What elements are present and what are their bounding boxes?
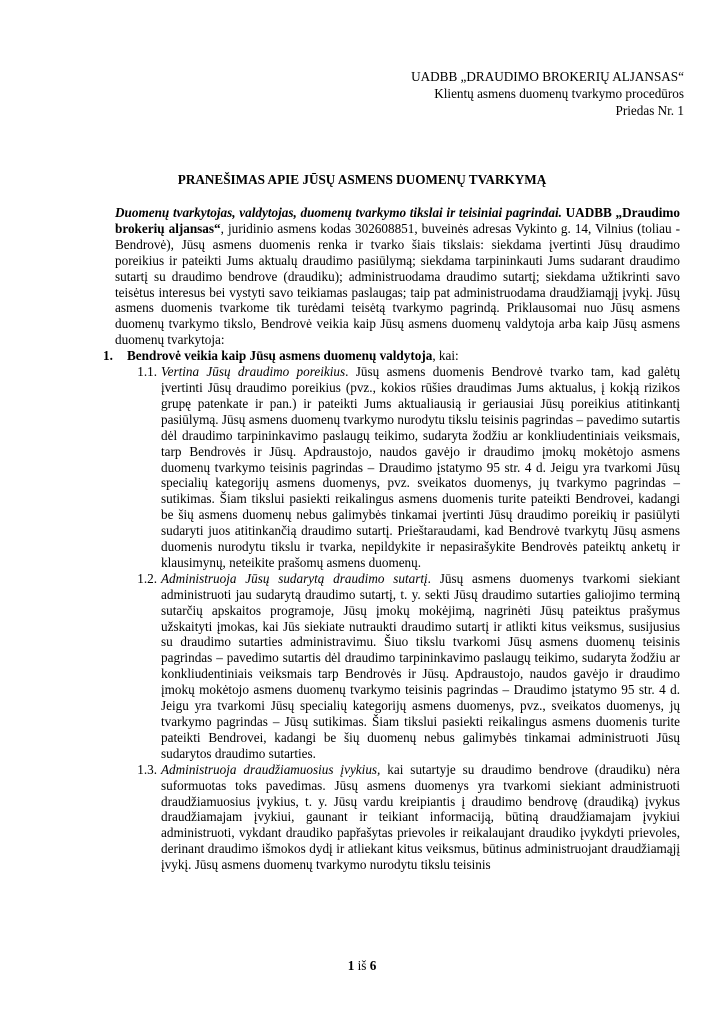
item-1-2-number: 1.2. (137, 570, 157, 586)
header-company: UADBB „DRAUDIMO BROKERIŲ ALJANSAS“ (411, 69, 684, 84)
page-separator: iš (354, 958, 370, 973)
intro-heading: Duomenų tvarkytojas, valdytojas, duomenų tvarkymo tikslai ir teisiniai pagrindai. (115, 205, 562, 220)
page-current: 1 (347, 958, 355, 973)
item-1-1-text: . Jūsų asmens duomenis Bendrovė tvarko tam, kad galėtų įvertinti Jūsų draudimo poreikius (pvz., kokios rūšies draudimas Jums aktualus, į kokįą rizikos grupę patenkate ir pan.) ir pateikti Jums aktualiausią ir geriausiai Jūsų poreikius atitinkantį pasiūlymą. Jūsų asmens duomenų tvarkymo nurodytu tikslu teisinis pagrindas – pavedimo sutartis dėl draudimo tarpininkavimo paslaugų teikimo, sudaryta žodžiu ar konkliudentiniais veiksmais, tarp Bendrovės ir Jūsų. Apdraustojo, naudos gavėjo ir draudimo įmokų mokėtojo asmens duomenų tvarkymo teisinis pagrindas – Draudimo įstatymo 95 str. 4 d. Jeigu yra tvarkomi Jūsų specialių kategorijų asmens duomenys, pvz. sveikatos duomenys, jų tvarkymo pagrindas – sutikimas. Šiam tikslui pasiekti reikalingus asmens duomenis turite pateikti Bendrovei, kadangi be šių asmens duomenų nebus galimybės tinkamai įvertinti Jūsų draudimo poreikių ir pasiūlyti sudaryti juos atitinkančią draudimo sutartį. Prieštaraudami, kad Bendrovė tvarkytų Jūsų asmens duomenis nurodytu tikslu ir tvarka, nepildykite ir nepasirašykite Bendrovės pateiktų anketų ir klausimynų, neteikite prašomų asmens duomenų. (161, 364, 680, 570)
intro-text: , juridinio asmens kodas 302608851, buveinės adresas Vykinto g. 14, Vilnius (toliau - Bendrovė), Jūsų asmens duomenis renka ir tvarko šiais tikslais: siekdama įvertinti Jūsų draudimo poreikius ir pateikti Jums aktualų draudimo pasiūlymą; siekdama tarpininkauti Jums sudarant draudimo sutartį su draudimo bendrove (draudiku); administruodama draudimo sutartį; siekdama užtikrinti savo teisėtus interesus bei vystyti savo teikiamas paslaugas; taip pat administruodama draudžiamąjį įvykį. Jūsų asmens duomenis tvarkome tik turėdami teisėtą tvarkymo pagrindą. Priklausomai nuo Jūsų asmens duomenų tvarkymo tikslo, Bendrovė veikia kaip Jūsų asmens duomenų valdytoja arba kaip Jūsų asmens duomenų tvarkytoja: (115, 220, 680, 348)
section-1-label: Bendrovė veikia kaip Jūsų asmens duomenų valdytoja (127, 348, 433, 364)
page-number (0, 958, 724, 974)
item-1-3-title: Administruoja draudžiamuosius įvykius, (161, 761, 381, 777)
item-1-1-title: Vertina Jūsų draudimo poreikius (161, 364, 346, 380)
page-total: 6 (369, 958, 377, 973)
item-1-1 (115, 364, 680, 571)
intro-paragraph (115, 205, 680, 348)
item-1-2 (115, 571, 680, 762)
item-1-3-number: 1.3. (137, 761, 157, 777)
document-body (103, 205, 681, 873)
item-1-3-text: kai sutartyje su draudimo bendrove (draudiku) nėra suformuotas toks pavedimas. Jūsų asmens duomenys yra tvarkomi siekiant administruoti draudžiamuosius įvykius, t. y. Jūsų vardu kreipiantis į draudimo bendrovę (draudiką) įvykus draudžiamajam įvykiui, gaunant ir teikiant informaciją, būtiną draudžiamajam įvykiui administruoti, vykdant draudiko papřašytas prievoles ir reikalaujant draudiko įvykdyti prievoles, derinant draudimo išmokos dydį ir atliekant kitus veiksmus, būtinus administruojant draudžiamąjį įvykį. Jūsų asmens duomenų tvarkymo nurodytu tikslu teisinis (161, 761, 680, 873)
document-title: PRANEŠIMAS APIE JŪSŲ ASMENS DUOMENŲ TVARKYMĄ (177, 172, 547, 187)
intro-company: UADBB „Draudimo brokerių aljansas“ (115, 205, 681, 236)
item-1-1-number: 1.1. (137, 364, 157, 380)
header-annex: Priedas Nr. 1 (615, 103, 684, 118)
item-1-2-text: . Jūsų asmens duomenys tvarkomi siekiant administruoti jau sudarytą draudimo sutartį, t. y. sekti Jūsų draudimo sutarties galiojimo terminą sutarčių apskaitos programoje, Jūsų įmokų mokėjimą, nagrinėti Jūsų pateiktus prašymus užskaityti įmokas, kai Jūs siekiate nutraukti draudimo sutartį ir atlikti kitus veiksmus, susijusius su draudimo sutarties administravimu. Šiuo tikslu tvarkomi Jūsų asmens duomenų teisinis pagrindas – pavedimo sutartis dėl draudimo tarpininkavimo paslaugų teikimo, sudaryta žodžiu ar konkliudentiniais veiksmais tarp Bendrovės ir Jūsų. Apdraustojo, naudos gavėjo ir draudimo įmokų mokėtojo asmens duomenų tvarkymo teisinis pagrindas – Draudimo įstatymo 95 str. 4 d. Jeigu yra tvarkomi Jūsų specialių kategorijų asmens duomenys, pvz., sveikatos duomenys, jų tvarkymo pagrindas – Jūsų sutikimas. Šiam tikslui pasiekti reikalingus asmens duomenis turite pateikti Bendrovei, kadangi be šių duomenų nebus galimybės tinkamai administruoti Jūsų sudarytos draudimo sutarties. (161, 570, 680, 761)
document-header (411, 68, 684, 119)
item-1-2-title: Administruoja Jūsų sudarytą draudimo sutartį (161, 570, 428, 586)
header-procedures: Klientų asmens duomenų tvarkymo procedūros (434, 86, 684, 101)
section-1: 1. Bendrovė veikia kaip Jūsų asmens duomenų valdytoja, kai: (103, 348, 459, 364)
section-1-suffix: , kai: (432, 348, 459, 364)
item-1-3 (115, 762, 680, 873)
